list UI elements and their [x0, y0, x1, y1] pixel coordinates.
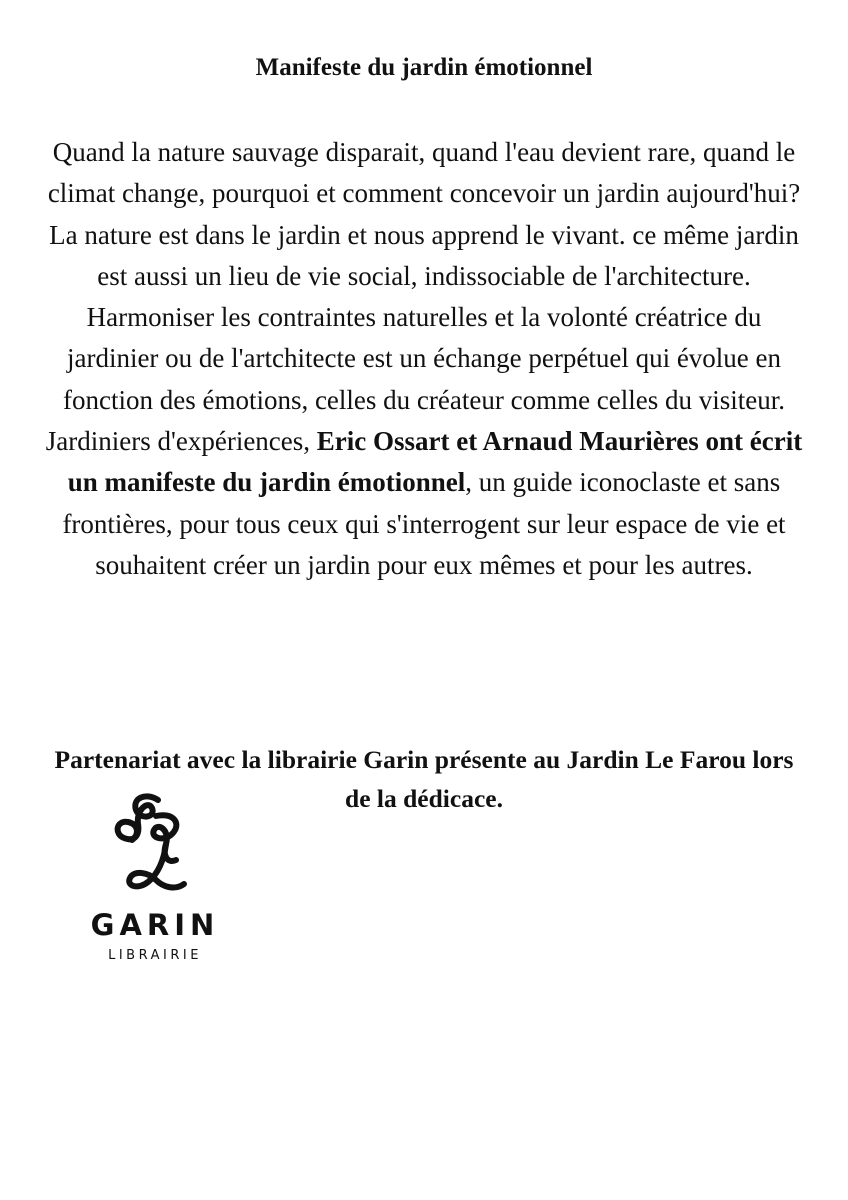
garin-logo [80, 790, 230, 975]
logo-brand: GARIN [90, 908, 220, 942]
logo-subtitle: LIBRAIRIE [108, 948, 202, 963]
paragraph-intro: Quand la nature sauvage disparait, quand l'eau devient rare, quand le climat change, pourquoi et comment concevoir un jardin aujourd'hui? [47, 137, 801, 209]
paragraph-main [40, 215, 808, 587]
paragraph-main-start: La nature est dans le jardin et nous apprend le vivant. ce même jardin est aussi un lieu de vie social, indissociable de l'architecture. Harmoniser les contraintes naturelles et la volonté créatrice du jardinier ou de l'artchitecte est un échange perpétuel qui évolue en fonction des émotions, celles du créateur comme celles du visiteur. Jardiniers d'expériences, [45, 219, 799, 457]
document-title: Manifeste du jardin émotionnel [255, 54, 593, 81]
partnership-text: Partenariat avec la librairie Garin présente au Jardin Le Farou lors de la dédicace. [54, 745, 794, 813]
paragraph-main-bold: Eric Ossart et Arnaud Maurières ont écrit un manifeste du jardin émotionnel [67, 426, 803, 498]
lg-monogram-icon [106, 790, 196, 900]
paragraph-main-end: , un guide iconoclaste et sans frontières, pour tous ceux qui s'interrogent sur leur espace de vie et souhaitent créer un jardin pour eux mêmes et pour les autres. [62, 467, 786, 580]
document-body [40, 132, 808, 586]
